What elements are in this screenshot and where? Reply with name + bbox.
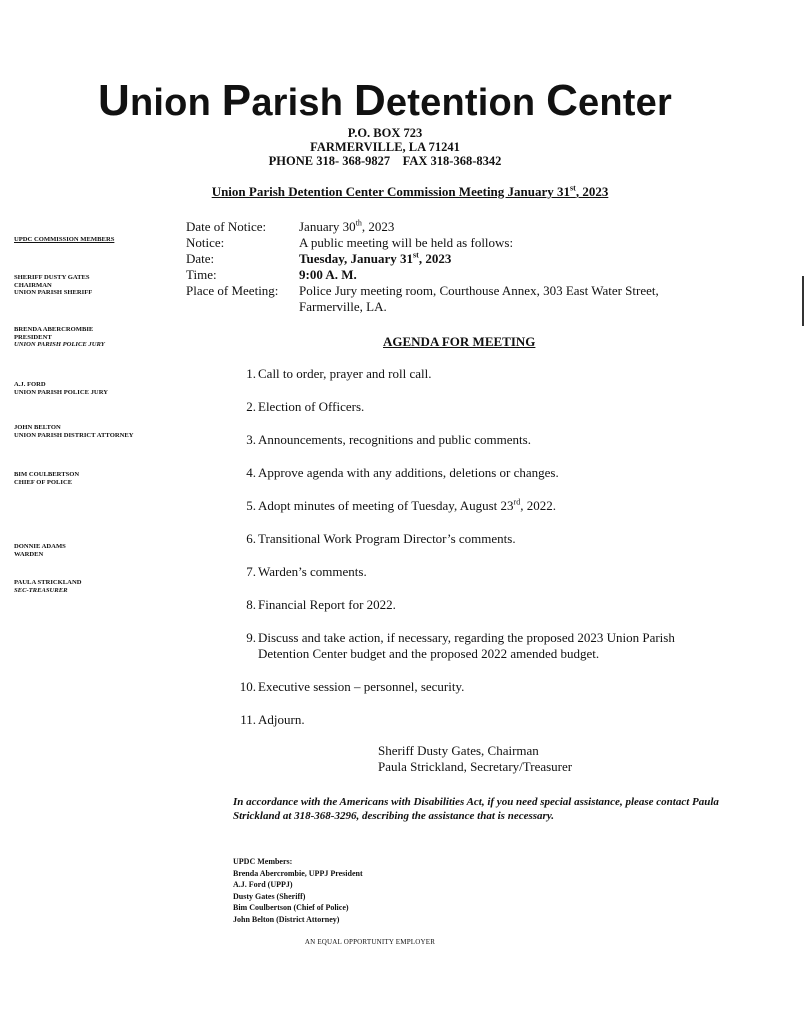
equal-opportunity-footer: AN EQUAL OPPORTUNITY EMPLOYER: [304, 938, 436, 946]
meeting-heading: Union Parish Detention Center Commission Meeting January 31st, 2023: [211, 183, 609, 199]
member-role: PRESIDENT: [14, 333, 52, 341]
member-role: SEC-TREASURER: [14, 586, 68, 594]
title-word-2: Parish: [221, 76, 354, 125]
member-name: SHERIFF DUSTY GATES: [14, 274, 90, 281]
signature-chairman: Sheriff Dusty Gates, Chairman: [378, 743, 539, 758]
member-role: UNION PARISH POLICE JURY: [14, 341, 105, 349]
sidebar-member: [14, 326, 184, 349]
sidebar-member: [14, 579, 184, 594]
sidebar-heading: UPDC COMMISSION MEMBERS: [14, 236, 115, 243]
title-word-3: Detention: [353, 76, 547, 125]
signature-block: [378, 743, 572, 775]
title-word-4: Center: [546, 76, 672, 125]
member-name: A.J. FORD: [14, 381, 46, 388]
member-role: CHIEF OF POLICE: [14, 478, 73, 486]
updc-members-list: [233, 856, 363, 925]
sidebar-member: [14, 543, 184, 558]
page-edge-mark: [802, 276, 804, 326]
member-name: JOHN BELTON: [14, 424, 61, 431]
ada-notice: In accordance with the Americans with Disabilities Act, if you need special assistance, please contact Paula Strickland at 318-368-3296, describing the assistance that is necessary.: [233, 796, 719, 822]
signature-secretary: Paula Strickland, Secretary/Treasurer: [378, 759, 573, 774]
sidebar-member: [14, 471, 184, 486]
members-line: John Belton (District Attorney): [233, 914, 340, 924]
organization-title: [0, 76, 770, 126]
agenda-heading: AGENDA FOR MEETING: [383, 334, 536, 349]
member-role: UNION PARISH DISTRICT ATTORNEY: [14, 431, 134, 439]
member-role: UNION PARISH SHERIFF: [14, 289, 93, 297]
address-city: FARMERVILLE, LA 71241: [310, 140, 460, 154]
members-line: Dusty Gates (Sheriff): [233, 891, 306, 901]
member-name: BRENDA ABERCROMBIE: [14, 326, 94, 333]
members-line: Bim Coulbertson (Chief of Police): [233, 903, 349, 912]
address-po-box: P.O. BOX 723: [347, 126, 423, 140]
member-name: DONNIE ADAMS: [14, 543, 66, 550]
member-name: BIM COULBERTSON: [14, 471, 80, 478]
members-line: A.J. Ford (UPPJ): [233, 880, 293, 889]
title-word-1: Union: [98, 76, 222, 125]
members-line: Brenda Abercrombie, UPPJ President: [233, 868, 363, 878]
member-role: WARDEN: [14, 550, 44, 558]
sidebar-member: [14, 381, 184, 396]
sidebar-member: [14, 274, 184, 297]
member-name: PAULA STRICKLAND: [14, 579, 82, 586]
member-role: CHAIRMAN: [14, 281, 52, 289]
members-heading: UPDC Members:: [233, 857, 293, 866]
sidebar-member: [14, 424, 184, 439]
address-phone-fax: PHONE 318- 368-9827 FAX 318-368-8342: [268, 154, 502, 168]
member-role: UNION PARISH POLICE JURY: [14, 388, 108, 396]
